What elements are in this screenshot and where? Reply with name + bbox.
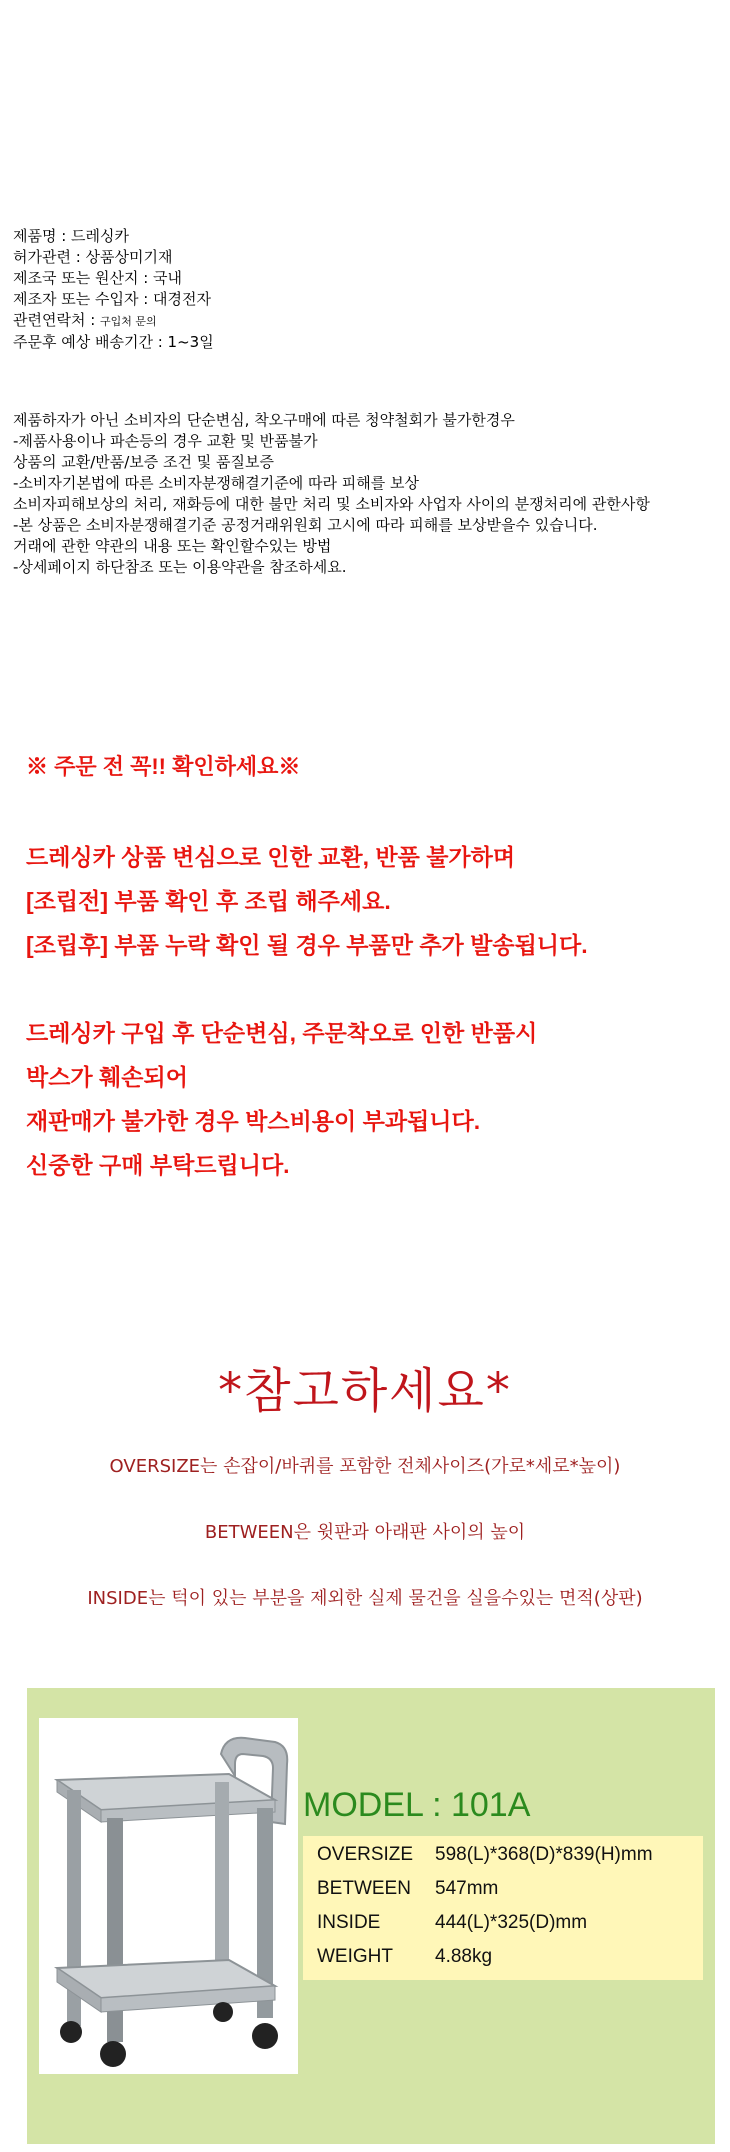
notice-line: 드레싱카 상품 변심으로 인한 교환, 반품 불가하며	[26, 844, 516, 870]
info-contact-label: 관련연락처 :	[13, 311, 101, 329]
notice-line: 신중한 구매 부탁드립니다.	[26, 1152, 290, 1178]
spec-value: 4.88kg	[435, 1946, 493, 1967]
policy-line: 상품의 교환/반품/보증 조건 및 품질보증	[13, 453, 275, 471]
spec-key: OVERSIZE	[317, 1844, 414, 1865]
info-product-name: 제품명 : 드레싱카	[13, 227, 130, 245]
policy-line: -본 상품은 소비자분쟁해결기준 공정거래위원회 고시에 따라 피해를 보상받을수 있습니다.	[13, 516, 598, 534]
info-delivery: 주문후 예상 배송기간 : 1~3일	[13, 333, 214, 351]
spec-row-inside	[317, 1912, 587, 1934]
policy-line: 거래에 관한 약관의 내용 또는 확인할수있는 방법	[13, 537, 332, 555]
spec-row-between	[317, 1878, 498, 1900]
reference-oversize: OVERSIZE는 손잡이/바퀴를 포함한 전체사이즈(가로*세로*높이)	[109, 1456, 621, 1477]
spec-value: 444(L)*325(D)mm	[435, 1912, 588, 1933]
spec-row-oversize	[317, 1844, 653, 1866]
product-photo	[39, 1718, 298, 2074]
policy-line: 제품하자가 아닌 소비자의 단순변심, 착오구매에 따른 청약철회가 불가한경우	[13, 411, 515, 429]
info-contact	[13, 310, 214, 332]
info-manufacturer: 제조자 또는 수입자 : 대경전자	[13, 290, 212, 308]
reference-inside: INSIDE는 턱이 있는 부분을 제외한 실제 물건을 실을수있는 면적(상판)	[87, 1588, 643, 1609]
policy-line: -소비자기본법에 따른 소비자분쟁해결기준에 따라 피해를 보상	[13, 474, 419, 492]
info-permit: 허가관련 : 상품상미기재	[13, 248, 173, 266]
return-policy	[13, 410, 725, 578]
info-origin: 제조국 또는 원산지 : 국내	[13, 269, 183, 287]
notice-line: 드레싱카 구입 후 단순변심, 주문착오로 인한 반품시	[26, 1020, 538, 1046]
notice-line: [조립전] 부품 확인 후 조립 해주세요.	[26, 888, 391, 914]
notice-spacer	[26, 967, 588, 1011]
policy-line: -제품사용이나 파손등의 경우 교환 및 반품불가	[13, 432, 318, 450]
reference-between: BETWEEN은 윗판과 아래판 사이의 높이	[204, 1522, 526, 1543]
order-notice	[26, 750, 588, 1187]
spec-row-weight	[317, 1946, 492, 1968]
spec-panel	[27, 1688, 715, 2144]
policy-line: 소비자피해보상의 처리, 재화등에 대한 불만 처리 및 소비자와 사업자 사이의 분쟁처리에 관한사항	[13, 495, 650, 513]
model-number: MODEL : 101A	[303, 1786, 531, 1824]
spec-table	[303, 1836, 703, 1980]
spec-value: 547mm	[435, 1878, 499, 1899]
spec-key: INSIDE	[317, 1912, 381, 1933]
notice-line: 재판매가 불가한 경우 박스비용이 부과됩니다.	[26, 1108, 481, 1134]
notice-line: 박스가 훼손되어	[26, 1064, 188, 1090]
notice-line: [조립후] 부품 누락 확인 될 경우 부품만 추가 발송됩니다.	[26, 932, 588, 958]
spec-key: WEIGHT	[317, 1946, 393, 1967]
policy-line: -상세페이지 하단참조 또는 이용약관을 참조하세요.	[13, 558, 347, 576]
spec-value: 598(L)*368(D)*839(H)mm	[435, 1844, 653, 1865]
spec-key: BETWEEN	[317, 1878, 411, 1899]
product-info	[13, 226, 214, 353]
reference-title: *참고하세요*	[218, 1363, 512, 1419]
notice-heading: ※ 주문 전 꼭!! 확인하세요※	[26, 754, 301, 779]
info-contact-value: 구입처 문의	[100, 315, 157, 328]
dressing-cart-image	[39, 1718, 298, 2074]
